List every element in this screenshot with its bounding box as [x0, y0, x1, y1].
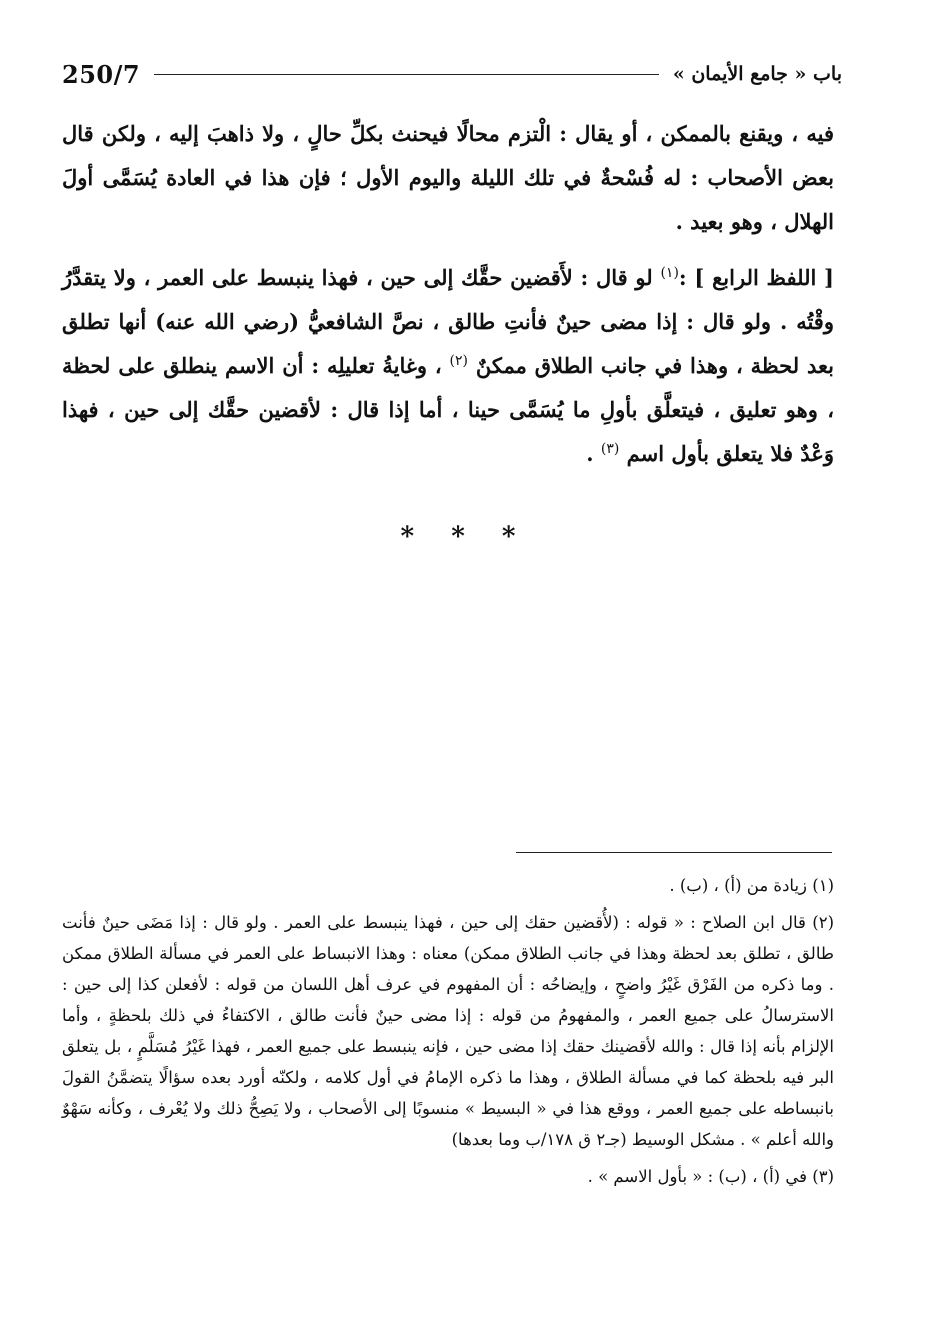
paragraph-2-end: . [586, 441, 601, 466]
paragraph-2-text-b: ، وغايةُ تعليلِه : أن الاسم ينطلق على لحظة ، وهو تعليق ، فيتعلَّق بأولِ ما يُسَمَّى حينا ، أما إذا قال : لأقضين حقَّك إلى حين ، فهذا وَعْدٌ فلا يتعلق بأول اسم [62, 353, 834, 466]
footnote-3: (٣) في (أ) ، (ب) : « بأول الاسم » . [587, 1167, 834, 1186]
footnotes [62, 870, 834, 1198]
footnote-ref-3[interactable]: (٣) [600, 441, 620, 457]
footnote-rule [516, 852, 832, 853]
paragraph-1: فيه ، ويقنع بالممكن ، أو يقال : الْتزم محالًا فيحنث بكلِّ حالٍ ، ولا ذاهبَ إليه ، ولكن قال بعض الأصحاب : له فُسْحةٌ في تلك الليلة واليوم الأول ؛ فإن هذا في العادة يُسَمَّى أولَ الهلال ، وهو بعيد . [62, 121, 834, 234]
footnote-ref-1[interactable]: (١) [660, 265, 679, 281]
main-text [62, 112, 834, 476]
footnote-2: (٢) قال ابن الصلاح : « قوله : (لأُقضين حقك إلى حين ، فهذا ينبسط على العمر . ولو قال : إذا مَضَى حينٌ فأنت طالق ، تطلق بعد لحظة وهذا في جانب الطلاق ممكن) معناه : وهذا الانبساط على العمر في مسألة الطلاق ممكن . وما ذكره من الفَرْق غَيْرُ واضحٍ ، وإيضاحُه : أن المفهوم في عرف أهل اللسان من قوله : لأفعلن كذا إلى حين : الاسترسالُ على جميع العمر ، والمفهومُ من قوله : إذا مضى حينٌ فأنت طالق ، الاكتفاءُ في ذلك بلحظةٍ ، وأما الإلزام بأنه إذا قال : والله لأقضينك حقك إذا مضى حين ، فإنه ينبسط على جميع العمر ، فهذا غَيْرُ مُسَلَّمٍ ، بل يتعلق البر فيه بلحظة كما في مسألة الطلاق ، وهذا ما ذكره الإمامُ في أول كلامه ، ولكنّه أورد بعده سؤالًا يتضمَّنُ القولَ بانبساطه على جميع العمر ، ووقع هذا في « البسيط » منسوبًا إلى الأصحاب ، ولا يَصِحُّ ذلك ولا يُعْرف ، وكأنه سَهْوٌ والله أعلم » . مشكل الوسيط (جـ٢ ق ١٧٨/ب وما بعدها) [62, 913, 834, 1149]
page-number: 250/7 [62, 59, 141, 89]
paragraph-2-text-a: لو قال : لأَقضين حقَّك إلى حين ، فهذا ينبسط على العمر ، ولا يتقدَّرُ وقْتُه . ولو قال : إذا مضى حينٌ فأنتِ طالق ، نصَّ الشافعيُّ (رضي الله عنه) أنها تطلق بعد لحظة ، وهذا في جانب الطلاق ممكنٌ [62, 265, 835, 378]
chapter-title: باب « جامع الأيمان » [672, 63, 842, 85]
footnote-ref-2[interactable]: (٢) [449, 353, 468, 369]
paragraph-2 [62, 256, 834, 476]
header-rule [154, 74, 659, 75]
footnote-1: (١) زيادة من (أ) ، (ب) . [669, 876, 834, 895]
page-header [62, 54, 842, 94]
section-heading: [ اللفظ الرابع ] : [678, 265, 834, 290]
section-separator: * * * [400, 522, 530, 552]
